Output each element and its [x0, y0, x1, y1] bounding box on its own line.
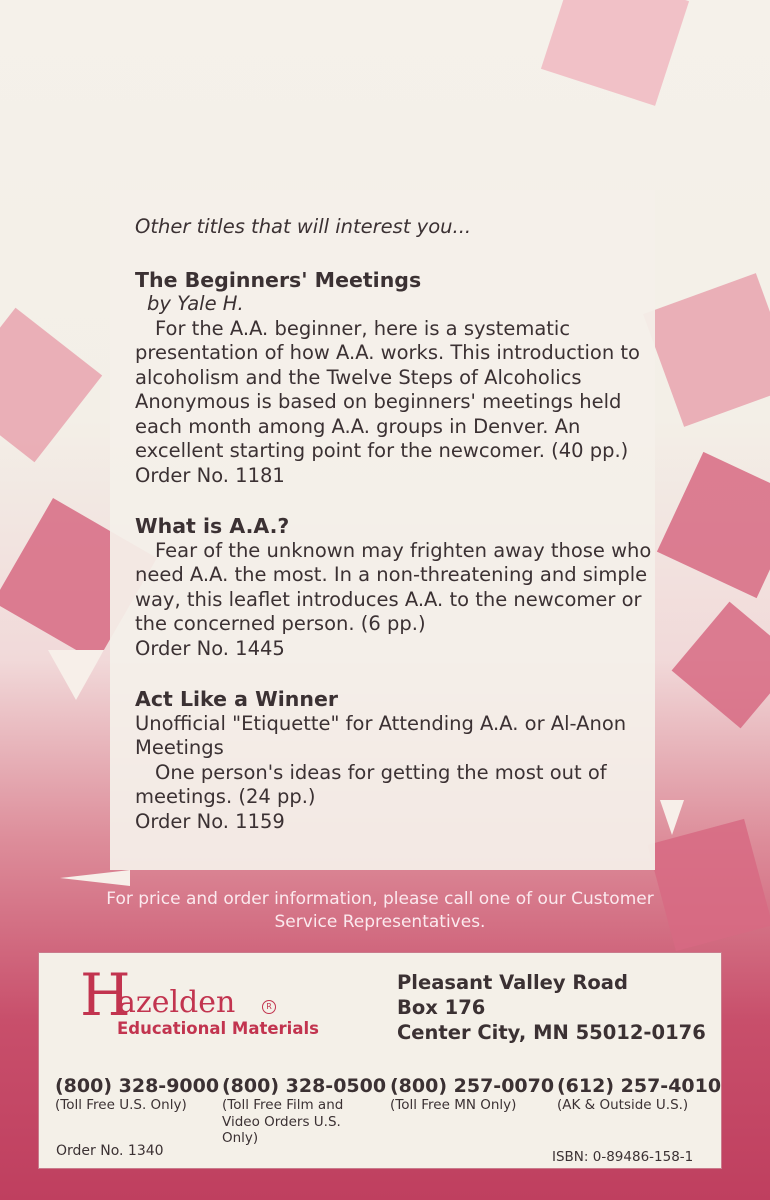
logo-tagline: Educational Materials: [117, 1019, 319, 1038]
phone-contact: [222, 1075, 386, 1147]
decorative-triangle: [660, 800, 684, 835]
isbn-number: ISBN: 0-89486-158-1: [552, 1149, 694, 1165]
book-description: For the A.A. beginner, here is a systematic presentation of how A.A. works. This introduction to alcoholism and the Twelve Steps of Alcoholics Anonymous is based on beginners' meetings held each month among A.A. groups in Denver. An excellent starting point for the newcomer. (40 pp.): [135, 316, 640, 462]
phone-contact: [557, 1075, 721, 1114]
phone-number: (612) 257-4010: [557, 1075, 722, 1097]
decorative-triangle: [60, 870, 130, 886]
book-subtitle: Unofficial "Etiquette" for Attending A.A. or Al-Anon Meetings: [135, 711, 627, 759]
book-title: The Beginners' Meetings: [135, 267, 422, 292]
book-description: Fear of the unknown may frighten away those who need A.A. the most. In a non-threatening and simple way, this leaflet introduces A.A. to the newcomer or the concerned person. (6 pp.): [135, 538, 652, 635]
phone-contact: [55, 1075, 219, 1114]
book-entry: [135, 514, 655, 661]
book-title: What is A.A.?: [135, 514, 290, 538]
book-entry: [135, 268, 655, 489]
phone-contact: [390, 1075, 554, 1114]
price-information-note: For price and order information, please call one of our Customer Service Representatives.: [106, 889, 654, 932]
phone-note: (Toll Free Film and Video Orders U.S. Only): [222, 1097, 344, 1146]
address-line: Center City, MN 55012-0176: [397, 1021, 706, 1044]
book-order-number: Order No. 1181: [135, 463, 285, 487]
intro-text: Other titles that will interest you...: [135, 215, 472, 238]
address-line: Box 176: [397, 996, 486, 1019]
book-order-number: Order No. 1445: [135, 636, 285, 660]
book-entry: [135, 687, 655, 834]
phone-note: (Toll Free U.S. Only): [55, 1097, 187, 1113]
book-byline: by Yale H.: [147, 292, 244, 315]
registered-mark-icon: R: [262, 1000, 276, 1014]
catalog-order-number: Order No. 1340: [56, 1143, 164, 1159]
book-title: Act Like a Winner: [135, 687, 338, 711]
phone-number: (800) 328-0500: [222, 1075, 387, 1097]
book-description: One person's ideas for getting the most out of meetings. (24 pp.): [135, 760, 607, 808]
phone-number: (800) 257-0070: [390, 1075, 555, 1097]
book-order-number: Order No. 1159: [135, 809, 285, 833]
publisher-address: [397, 970, 706, 1045]
phone-note: (AK & Outside U.S.): [557, 1097, 689, 1113]
address-line: Pleasant Valley Road: [397, 971, 628, 994]
hazelden-logo-wordmark: azelden: [118, 985, 236, 1020]
book-list: [135, 215, 655, 860]
phone-note: (Toll Free MN Only): [390, 1097, 517, 1113]
decorative-triangle: [48, 650, 104, 700]
phone-number: (800) 328-9000: [55, 1075, 220, 1097]
hazelden-logo-initial: H: [80, 961, 130, 1029]
